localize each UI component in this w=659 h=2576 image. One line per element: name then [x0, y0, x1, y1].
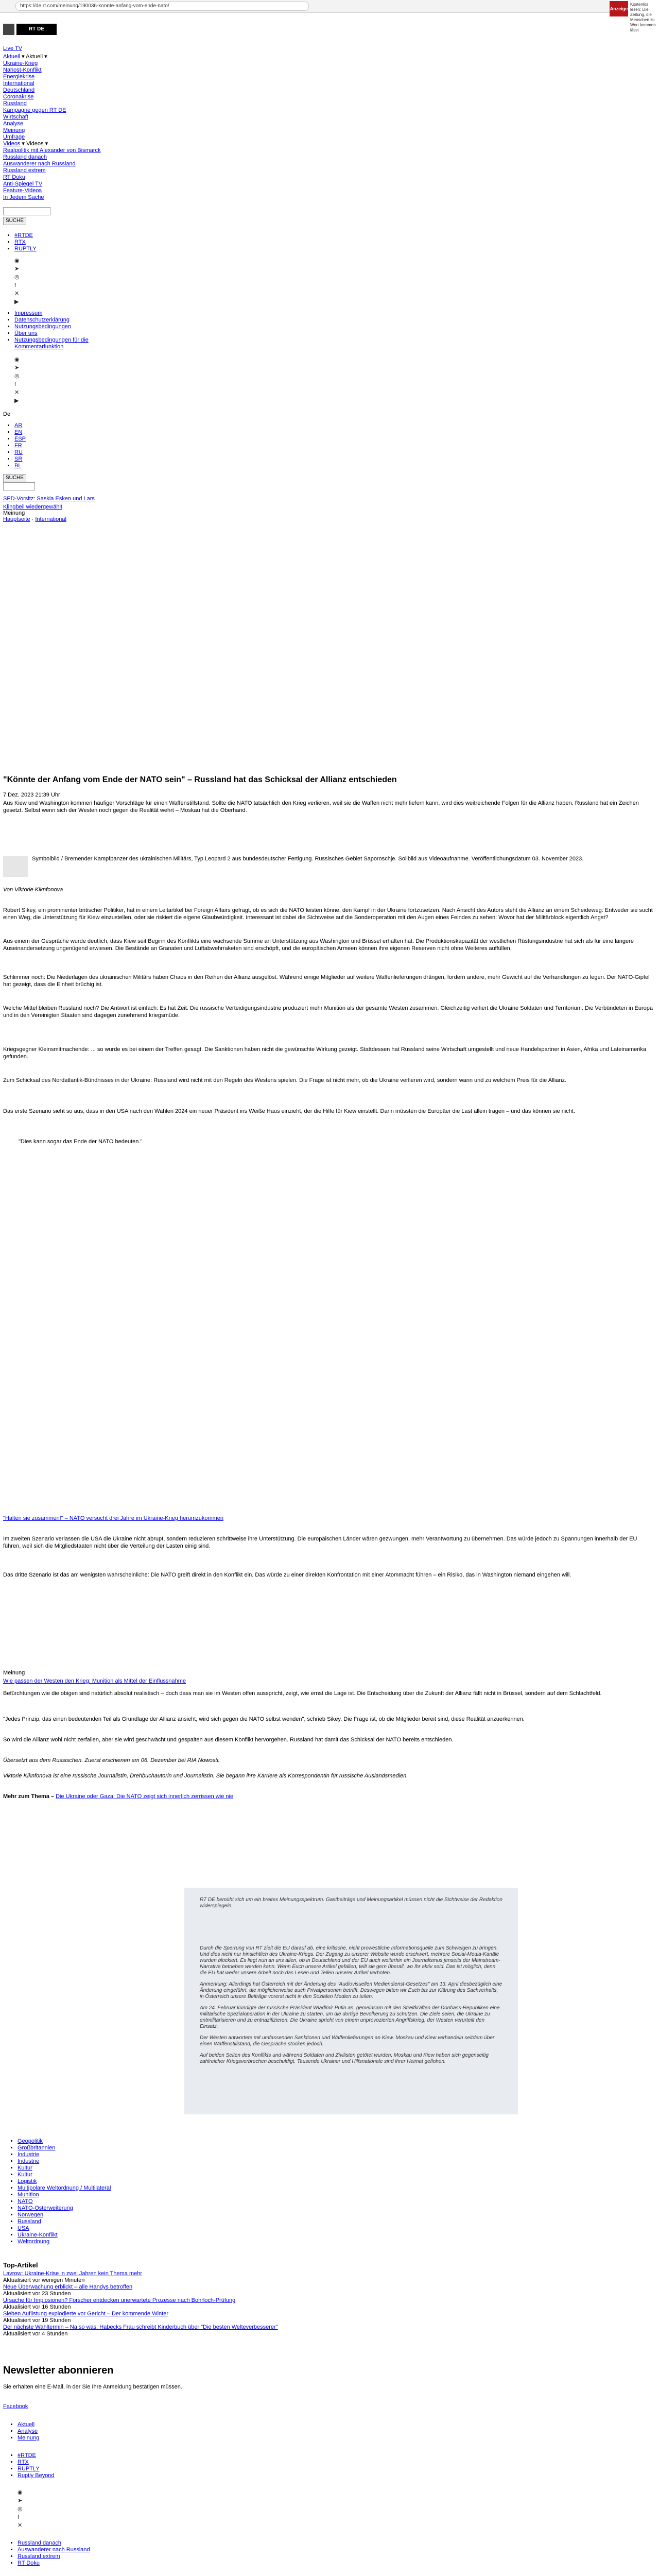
translation-note: Übersetzt aus dem Russischen. Zuerst erschienen am 06. Dezember bei RIA Nowosti. — [3, 1757, 220, 1764]
footer-video-link[interactable]: Russland danach — [18, 2540, 62, 2546]
odnoklassniki-icon[interactable]: ◎ — [14, 373, 20, 379]
language-label: De — [3, 411, 11, 417]
nav-link[interactable]: In Jedem Sache — [3, 194, 44, 200]
search-box — [3, 207, 116, 225]
article-date: 7 Dez. 2023 21:39 Uhr — [3, 792, 60, 798]
language-link[interactable]: SR — [14, 456, 23, 462]
footer-tag-link[interactable]: RUPTLY — [18, 2466, 40, 2472]
tag-link[interactable]: Industrie — [18, 2151, 40, 2158]
facebook-icon[interactable]: f — [14, 381, 16, 387]
top-article-link[interactable]: Neue Überwachung erblickt – alle Handys betroffen — [3, 2284, 133, 2290]
footer-nav — [3, 2421, 39, 2442]
footer-nav-link[interactable]: Aktuell — [18, 2421, 35, 2428]
vk-icon[interactable]: ◉ — [14, 258, 20, 264]
tag-link[interactable]: NATO — [18, 2198, 33, 2205]
footer-video-link[interactable]: Russland extrem — [18, 2553, 60, 2560]
pull-quote: "Dies kann sogar das Ende der NATO bedeuten." — [19, 1139, 143, 1145]
nav-link[interactable]: Analyse — [3, 121, 24, 127]
nav-link[interactable]: RT Doku — [3, 174, 26, 180]
nav-link[interactable]: Energiekrise — [3, 74, 35, 80]
article-lead: Aus Kiew und Washington kommen häufiger Vorschläge für einen Waffenstillstand. Sollte die NATO tatsächlich den Krieg verlieren, weil sie die Waffen nicht mehr liefern kann, wird dies weitreichende Folgen für die Allianz haben. Russland hat ein Zeichen gesetzt. Selbst wenn sich der Westen noch gegen die Realität wehrt – Moskau hat die Oberhand. — [3, 800, 639, 814]
facebook-icon[interactable]: f — [14, 282, 16, 289]
article-paragraph: Robert Sikey, ein prominenter britischer Politiker, hat in einem Leitartikel bei Foreign Affairs gefragt, ob es sich die NATO leisten könne, den Kampf in der Ukraine fortzusetzen. Nach Ansicht des Autors steht die Allianz an einem Scheideweg: Entweder sie sucht einen Weg, die Unterstützung für Kiew einzustellen, oder sie riskiert die eigene Glaubwürdigkeit. Interessant ist dabei die Sichtweise auf die Sonderoperation mit den Augen eines Feindes zu sehen: Wovor hat der Militärblock eigentlich Angst? — [3, 907, 653, 921]
newsletter-heading: Newsletter abonnieren — [3, 2365, 114, 2376]
footer-link[interactable]: Nutzungsbedingungen für die Kommentarfunktion — [14, 337, 89, 350]
nav-link[interactable]: International — [3, 80, 34, 87]
article-paragraph: Aus einem der Gespräche wurde deutlich, dass Kiew seit Beginn des Konflikts eine wachsende Summe an Unterstützung aus Washington und Brüssel erhalten hat. Die Produktionskapazität der westlichen Rüstungsindustrie hat sich als für eine längere Auseinandersetzung ungenügend erwiesen. Die Bestände an Granaten und Luftabwehrraketen sind erschöpft, und die europäischen Armeen können ihre eigenen Reserven nicht ohne Weiteres auffüllen. — [3, 938, 634, 952]
section-label: Meinung — [3, 510, 25, 516]
tag-link[interactable]: Logistik — [18, 2178, 37, 2184]
article-paragraph: Schlimmer noch: Die Niederlagen des ukrainischen Militärs haben Chaos in den Reihen der Allianz ausgelöst. Während einige Mitglieder auf weitere Waffenlieferungen drängen, fordern andere, mehr Gewicht auf die Verhandlungen zu legen. Der NATO-Gipfel hat gezeigt, dass die Einheit brüchig ist. — [3, 974, 650, 988]
tag-link[interactable]: Ukraine-Konflikt — [18, 2232, 58, 2238]
article-author: Von Viktorie Kiknfonova — [3, 887, 63, 893]
article-paragraph: Das erste Szenario sieht so aus, dass in den USA nach den Wahlen 2024 ein neuer Präsident ins Weiße Haus einzieht, der die Hilfe für Kiew einstellt. Dann müssten die Europäer die Last allein tragen – und das können sie nicht. — [3, 1108, 576, 1114]
more-on-topic — [3, 1793, 653, 1800]
disclaimer-text: Der Westen antwortete mit umfassenden Sanktionen und Waffenlieferungen an Kiew. Moskau und Kiew verhandeln seitdem über einen Waffenstillstand, die Gespräche stocken jedoch. — [200, 2035, 495, 2047]
article-paragraph: Im zweiten Szenario verlassen die USA die Ukraine nicht abrupt, sondern reduzieren schrittweise ihre Unterstützung. Die europäischen Länder wären gezwungen, mehr Verantwortung zu übernehmen. Das würde jedoch zu Spannungen innerhalb der EU führen, weil sich die Mitgliedstaaten nicht über die Verteilung der Lasten einig sind. — [3, 1536, 637, 1549]
top-article-meta: Aktualisiert vor 4 Stunden — [3, 2331, 68, 2337]
disclaimer-text: RT DE bemüht sich um ein breites Meinungsspektrum. Gastbeiträge und Meinungsartikel müssen nicht die Sichtweise der Redaktion widerspiegeln. — [200, 1897, 502, 1909]
nav-link[interactable]: Anti-Spiegel TV — [3, 181, 43, 187]
search-button[interactable]: SUCHE — [3, 217, 26, 225]
nav-videos-toggle[interactable]: Videos ▾ Videos ▾ — [3, 141, 48, 147]
top-article-link[interactable]: Sieben Auflistung explodierte vor Gericht – Der kommende Winter — [3, 2311, 168, 2317]
header-footer-links — [3, 310, 116, 350]
footer-video-link[interactable]: RT Doku — [18, 2560, 40, 2566]
nav-label: Videos — [26, 141, 44, 147]
vk-icon[interactable]: ◉ — [14, 357, 20, 363]
footer-nav-link[interactable]: Meinung — [18, 2435, 40, 2441]
tag-link[interactable]: Kultur — [18, 2165, 32, 2171]
search-input[interactable] — [3, 207, 50, 215]
nav-link[interactable]: Russland extrem — [3, 167, 46, 174]
top-article-link[interactable]: Ursache für Implosionen? Forscher entdecken unerwartete Prozesse nach Bohrloch-Prüfung — [3, 2297, 236, 2303]
nav-link[interactable]: Nahost-Konflikt — [3, 67, 42, 73]
x-icon[interactable]: ✕ — [14, 389, 20, 396]
top-articles-heading: Top-Artikel — [3, 2261, 38, 2269]
tag-link[interactable]: NATO-Osterweiterung — [18, 2205, 73, 2211]
breadcrumb-home[interactable]: Hauptseite — [3, 516, 30, 522]
breaking-news-link[interactable]: SPD-Vorsitz: Saskia Esken und Lars Klingbeil wiedergewählt — [3, 496, 95, 510]
top-article-link[interactable]: Lavrow: Ukraine-Krise in zwei Jahren kein Thema mehr — [3, 2270, 143, 2277]
top-article-link[interactable]: Der nächste Wahltermin – Na so was: Habecks Frau schreibt Kinderbuch über "Die besten Welteverbesserer" — [3, 2324, 278, 2330]
top-article-meta: Aktualisiert vor 16 Stunden — [3, 2304, 71, 2310]
top-article-meta: Aktualisiert vor 23 Stunden — [3, 2291, 71, 2297]
article-image — [3, 856, 28, 877]
rt-logo-icon[interactable] — [3, 24, 14, 35]
footer-video-link[interactable]: Auswanderer nach Russland — [18, 2547, 90, 2553]
footer-link[interactable]: Impressum — [14, 310, 43, 316]
tag-link[interactable]: USA — [18, 2225, 29, 2231]
nav-link[interactable]: Kampagne gegen RT DE — [3, 107, 66, 113]
disclaimer-text: Anmerkung: Allerdings hat Österreich mit der Änderung des "Audiovisuellen Mediendienst-Gesetzes" am 13. April diesbezüglich eine Änderung eingeführt, die möglicherweise auch Privatpersonen betrifft. Deswegen bitten wir Euch bis zur Klärung des Sachverhalts, in Österreich unsere Beiträge vorerst nicht in den Sozialen Medien zu teilen. — [200, 1981, 502, 1999]
more-link[interactable]: Die Ukraine oder Gaza: Die NATO zeigt sich innerlich zerrissen wie nie — [56, 1793, 234, 1800]
disclaimer-box — [184, 1888, 518, 2114]
nav-link[interactable]: Aktuell — [3, 54, 21, 60]
address-bar[interactable]: https://de.rt.com/meinung/190036-konnte-anfang-vom-ende-nato/ — [15, 2, 309, 11]
language-link[interactable]: FR — [14, 443, 22, 449]
article-paragraph: Befürchtungen wie die obigen sind natürlich absolut realistisch – doch dass man sie im Westen offen ausspricht, zeigt, wie ernst die Lage ist. Die Entscheidung über die Zukunft der Allianz fällt nicht in Brüssel, sondern auf dem Schlachtfeld. — [3, 1690, 602, 1697]
article-paragraph: Welche Mittel bleiben Russland noch? Die Antwort ist einfach: Es hat Zeit. Die russische Verteidigungsindustrie produziert mehr Munition als der gesamte Westen zusammen. Gleichzeitig verliert die Ukraine Soldaten und Territorium. Die Verbündeten in Europa und in den Vereinigten Staaten sind dagegen zunehmend kriegsmüde. — [3, 1005, 653, 1019]
nav-link[interactable]: Deutschland — [3, 87, 35, 93]
nav-link[interactable]: Coronakrise — [3, 94, 34, 100]
nav-aktuell-toggle[interactable]: Aktuell ▾ Aktuell ▾ — [3, 54, 47, 60]
social-list — [3, 257, 116, 306]
ad-logo: Anzeige — [610, 1, 628, 16]
facebook-icon[interactable]: f — [18, 2514, 20, 2520]
search-input[interactable] — [3, 482, 35, 490]
nav-link[interactable]: Auswanderer nach Russland — [3, 161, 76, 167]
top-article-meta: Aktualisiert vor wenigen Minuten — [3, 2277, 85, 2283]
tag-link[interactable]: Kultur — [18, 2172, 32, 2178]
language-link[interactable]: BL — [14, 463, 22, 469]
header-tags — [3, 232, 116, 252]
odnoklassniki-icon[interactable]: ◎ — [18, 2506, 23, 2512]
nav-link[interactable]: Umfrage — [3, 134, 25, 140]
article-paragraph: Das dritte Szenario ist das am wenigsten wahrscheinliche: Die NATO greift direkt in den Konflikt ein. Das würde zu einer direkten Konfrontation mit einer Atommacht führen – ein Risiko, das in Washington niemand eingehen will. — [3, 1572, 571, 1578]
language-link[interactable]: AR — [14, 422, 23, 429]
search-box-2 — [3, 472, 116, 490]
footer-videos — [3, 2540, 90, 2567]
browser-toolbar — [0, 0, 659, 13]
language-link[interactable]: EN — [14, 429, 23, 435]
footer-link[interactable]: Nutzungsbedingungen — [14, 324, 72, 330]
author-bio: Viktorie Kiknfonova ist eine russische Journalistin, Drehbuchautorin und Journalistin. Sie begann ihre Karriere als Korrespondentin für russische Auslandsmedien. — [3, 1773, 408, 1779]
language-list — [3, 422, 116, 469]
disclaimer-text: Auf beiden Seiten des Konflikts und während Soldaten und Zivilisten getötet wurden, Moskau und Kiew haben sich gegenseitig zahlreicher Kriegsverbrechen beschuldigt. Tausende Ukrainer und Hilfsnationale sind ihrer Heimat geflohen. — [200, 2053, 489, 2064]
odnoklassniki-icon[interactable]: ◎ — [14, 274, 20, 280]
article-paragraph: Kriegsgegner Kleinsmitmachende: ... so wurde es bei einem der Treffen gesagt. Die Sanktionen haben nicht die gewünschte Wirkung gezeigt. Stattdessen hat Russland seine Wirtschaft umgestellt und neue Handelspartner in Asien, Afrika und Lateinamerika gefunden. — [3, 1046, 647, 1060]
tag-list — [3, 2138, 111, 2245]
footer-link[interactable]: Datenschutzerklärung — [14, 317, 70, 323]
footer-tag-link[interactable]: Ruptly Beyond — [18, 2472, 55, 2479]
nav-link[interactable]: Wirtschaft — [3, 114, 28, 120]
nav-label: Aktuell — [26, 54, 43, 60]
language-link[interactable]: ESP — [14, 436, 26, 442]
breadcrumb: Hauptseite · International — [3, 516, 66, 522]
tag-link[interactable]: RTX — [14, 239, 26, 245]
search-button[interactable]: SUCHE — [3, 474, 26, 482]
top-article-meta: Aktualisiert vor 19 Stunden — [3, 2317, 71, 2324]
nav-link[interactable]: Videos — [3, 141, 21, 147]
tag-link[interactable]: Russland — [18, 2218, 41, 2225]
tag-link[interactable]: Munition — [18, 2192, 39, 2198]
youtube-icon[interactable]: ▶ — [14, 398, 19, 404]
ad-banner[interactable] — [610, 0, 659, 32]
footer-tag-link[interactable]: #RTDE — [18, 2452, 36, 2459]
footer-tags — [3, 2452, 55, 2479]
tag-link[interactable]: RUPTLY — [14, 246, 37, 252]
more-label: Mehr zum Thema – — [3, 1793, 55, 1800]
nav-link[interactable]: Russland — [3, 100, 27, 107]
x-icon[interactable]: ✕ — [14, 291, 20, 297]
tag-link[interactable]: Großbritannien — [18, 2145, 56, 2151]
nav-link[interactable]: Realpolitik mit Alexander von Bismarck — [3, 147, 101, 154]
tag-link[interactable]: Weltordnung — [18, 2239, 50, 2245]
article-paragraph: "Jedes Prinzip, das einen bedeutenden Teil als Grundlage der Allianz ansieht, wird sich gegen die NATO selbst wenden", schrieb Sikey. Die Frage ist, ob die Mitglieder bereit sind, diese Realität anzuerkennen. — [3, 1716, 525, 1722]
tag-link[interactable]: Geopolitik — [18, 2138, 43, 2144]
ad-title: Kostenlos lesen: Die Zeitung, die Menschen zu Wort kommen lässt — [630, 2, 656, 32]
newsletter-text: Sie erhalten eine E-Mail, in der Sie Ihre Anmeldung bestätigen müssen. — [3, 2384, 182, 2390]
disclaimer-text: Am 24. Februar kündigte der russische Präsident Wladimir Putin an, gemeinsam mit den Streitkräften der Donbass-Republiken eine militärische Spezialoperation in der Ukraine zu starten, um die dortige Bevölkerung zu schützen. Die Ziele seien, die Ukraine zu entmilitarisieren und zu entnazifizieren. Die Ukraine spricht von einem unprovozierten Angriffskrieg, der Westen verurteilt den Einsatz. — [200, 2005, 500, 2029]
main-nav — [3, 54, 116, 522]
tag-link[interactable]: Industrie — [18, 2158, 40, 2164]
youtube-icon[interactable]: ▶ — [14, 299, 19, 305]
nav-link[interactable]: Feature-Videos — [3, 188, 42, 194]
disclaimer-text: Durch die Sperrung von RT zielt die EU darauf ab, eine kritische, nicht prowestliche Informationsquelle zum Schweigen zu bringen. Und dies nicht nur hinsichtlich des Ukraine-Kriegs. Der Zugang zu unserer Website wurde erschwert, mehrere Social-Media-Kanäle wurden blockiert. Es liegt nun an uns allen, ob in Deutschland und der EU auch weiterhin ein Journalismus jenseits der Mainstream-Narrative betrieben werden kann. Wenn Euch unsere Artikel gefallen, teilt sie gern überall, wo Ihr aktiv seid. Das ist möglich, denn die EU hat weder unsere Arbeit noch das Lesen und Teilen unserer Artikel verboten. — [200, 1945, 500, 1976]
language-link[interactable]: RU — [14, 449, 23, 455]
footer-tag-link[interactable]: RTX — [18, 2459, 29, 2465]
telegram-icon[interactable]: ➤ — [14, 365, 20, 371]
page-title: "Könnte der Anfang vom Ende der NATO sein" – Russland hat das Schicksal der Allianz entschieden — [3, 775, 397, 784]
breadcrumb-section[interactable]: International — [35, 516, 66, 522]
article-paragraph: So wird die Allianz wohl nicht zerfallen, aber sie wird geschwächt und gespalten aus diesem Konflikt hervorgehen. Russland hat damit das Schicksal der NATO bereits entschieden. — [3, 1737, 454, 1743]
top-articles — [3, 2262, 653, 2337]
tag-link[interactable]: Norwegen — [18, 2212, 44, 2218]
telegram-icon[interactable]: ➤ — [14, 266, 20, 272]
tag-link[interactable]: Multipolare Weltordnung / Multilateral — [18, 2185, 111, 2191]
facebook-link[interactable]: Facebook — [3, 2403, 28, 2410]
tag-link[interactable]: #RTDE — [14, 232, 33, 239]
related-article-link[interactable]: "Halten sie zusammen!" – NATO versucht drei Jahre im Ukraine-Krieg herumzukommen — [3, 1515, 224, 1521]
telegram-icon[interactable]: ➤ — [18, 2498, 23, 2504]
nav-link[interactable]: Ukraine-Krieg — [3, 60, 38, 66]
meinung-link[interactable]: Wie passen der Westen den Krieg: Munition als Mittel der Einflussnahme — [3, 1678, 186, 1684]
live-tv-link[interactable]: Live TV — [3, 45, 23, 52]
vk-icon[interactable]: ◉ — [18, 2489, 23, 2496]
footer-social — [3, 2488, 23, 2530]
site-logo[interactable]: RT DE — [16, 24, 57, 35]
nav-link[interactable]: Meinung — [3, 127, 25, 133]
social-list-2 — [3, 355, 116, 405]
image-caption: Symbolbild / Bremender Kampfpanzer des ukrainischen Militärs, Typ Leopard 2 aus bundesdeutscher Fertigung. Russisches Gebiet Saporoschje. Sollbild aus Videoaufnahme. Veröffentlichungsdatum 03. November 2023. — [32, 856, 584, 862]
nav-link[interactable]: Russland danach — [3, 154, 47, 160]
x-icon[interactable]: ✕ — [18, 2522, 23, 2529]
article-paragraph: Zum Schicksal des Nordatlantik-Bündnisses in der Ukraine: Russland wird nicht mit den Regeln des Westens spielen. Die Frage ist nicht mehr, ob die Ukraine verlieren wird, sondern wann und zu welchem Preis für die Allianz. — [3, 1077, 567, 1083]
footer-nav-link[interactable]: Analyse — [18, 2428, 38, 2434]
footer-link[interactable]: Über uns — [14, 330, 38, 336]
meinung-label: Meinung — [3, 1670, 25, 1676]
